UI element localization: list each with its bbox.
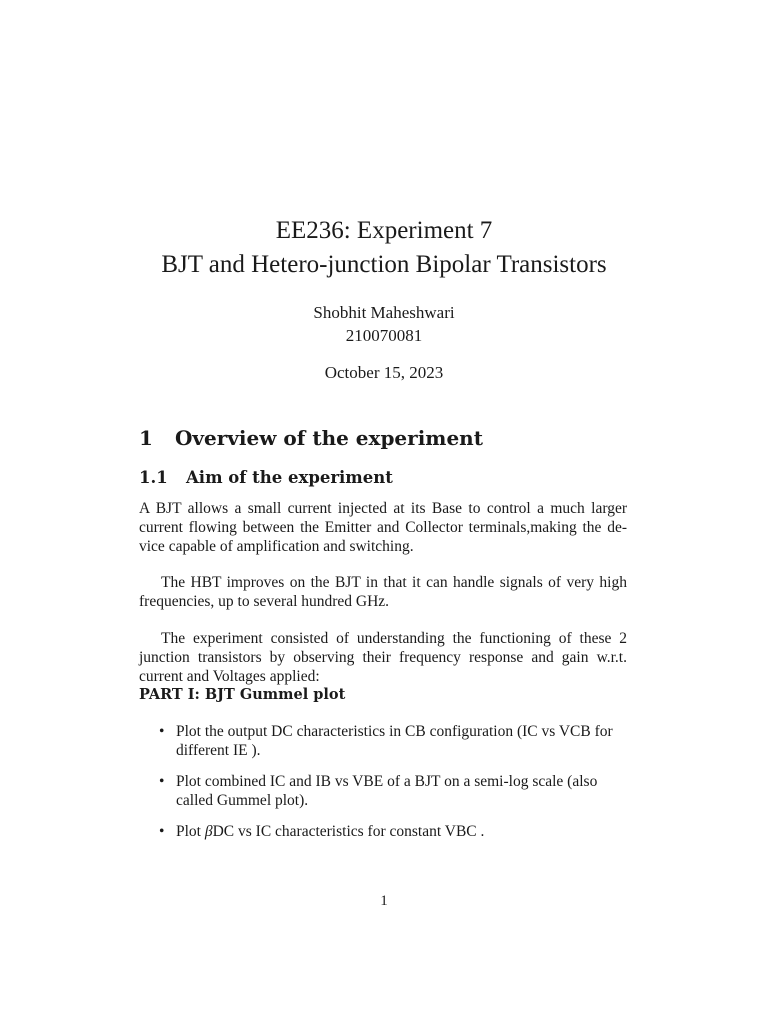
paragraph-3: The experiment consisted of understanding the functioning of these 2 junction transistors by observing their frequency response and gain w.r.t. current and Voltages applied:: [139, 630, 627, 685]
document-title-line-2: BJT and Hetero-junction Bipolar Transistors: [161, 251, 607, 278]
bullet-text: Plot the output DC characteristics in CB configuration (IC vs VCB for different IE ).: [176, 723, 613, 759]
bullet-text: Plot combined IC and IB vs VBE of a BJT on a semi-log scale (also called Gummel plot).: [176, 773, 598, 809]
page-number: 1: [380, 893, 388, 909]
document-date: October 15, 2023: [324, 363, 444, 382]
section-number: 1: [139, 426, 153, 450]
date-block: [0, 361, 768, 384]
author-name: Shobhit Maheshwari: [313, 303, 455, 322]
subsection-title: Aim of the experiment: [186, 468, 393, 487]
bullet-icon: •: [159, 773, 165, 790]
document-title-line-1: EE236: Experiment 7: [275, 217, 493, 244]
list-item: [159, 822, 627, 841]
paragraph-1: A BJT allows a small current injected at its Base to control a much larger current flowing between the Emitter and Collector terminals,making the de-vice capable of amplification and switching.: [139, 500, 627, 555]
bullet-icon: •: [159, 823, 165, 840]
title-block: [0, 214, 768, 282]
bullet-text: DC vs IC characteristics for constant VBC .: [212, 823, 485, 840]
subsection-heading: [139, 468, 393, 487]
beta-symbol: β: [204, 823, 213, 840]
section-heading: [139, 426, 483, 450]
paragraph-2: The HBT improves on the BJT in that it can handle signals of very high frequencies, up to several hundred GHz.: [139, 574, 627, 610]
part1-heading: PART I: BJT Gummel plot: [139, 686, 346, 703]
bullet-icon: •: [159, 723, 165, 740]
author-block: [0, 301, 768, 347]
list-item: [159, 772, 627, 810]
bullet-prefix: Plot: [176, 823, 205, 840]
subsection-number: 1.1: [139, 468, 168, 487]
roll-number: 210070081: [345, 326, 423, 345]
bullet-list: [159, 722, 627, 853]
list-item: [159, 722, 627, 760]
section-title: Overview of the experiment: [175, 426, 483, 450]
